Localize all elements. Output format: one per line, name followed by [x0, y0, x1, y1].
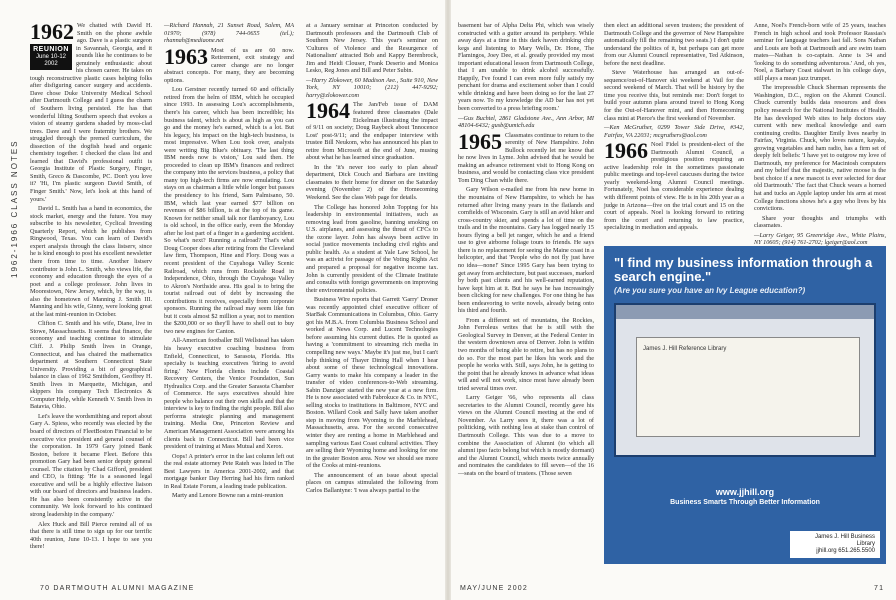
- ad-screen-titlebar: [616, 305, 874, 319]
- note-paragraph: at a January seminar at Princeton conducted by Dartmouth professors and the Dartmouth Club of Southern New Jersey. This year's seminar on 'Cultures of Violence and the Resurgence of Nationalism' attracted Bob and Kappy Berenbrock, Jim and Heidi Clouser, Frank Deserio and Monica Lesko, Reg Jones and Bill and Peter Subin.: [306, 22, 438, 75]
- column-1965-cont: [604, 22, 744, 272]
- note-paragraph: Share your thoughts and triumphs with classmates.: [754, 214, 886, 230]
- ad-library-name: James J. Hill Business Library: [814, 534, 875, 547]
- secretary-signoff: —Larry Geiger, 95 Greenridge Ave., White Plains, NY 10605; (914) 761-2702; lgeiger@aol.com: [754, 231, 886, 247]
- note-paragraph: then elect an additional seven trustees; the president of Dartmouth College and the governor of New Hampshire automatically fill the remaining two seats.) I don't quite understand the politics of it, but perhaps can get more from our Alumni Council representative, Ted Atkinson, before the next deadline.: [604, 22, 744, 67]
- class-notes-sidetab: [6, 18, 24, 578]
- note-paragraph: The Jan/Feb issue of DAM featured three classmates (Dale Eickelman illustrating the impact of 9/11 on society; Doug Raybeck about 'Innocence Lost' post-9/11; and the endpaper interview with trustee Bill Neukom, who has announced his plan to retire from Microsoft at the end of June, musing about what he has learned since graduation.: [306, 101, 438, 162]
- note-paragraph: Marty and Lenore Bowne ran a mini-reunion: [172, 492, 284, 500]
- reunion-word: REUNION: [33, 46, 69, 53]
- note-paragraph: basement bar of Alpha Delta Phi, which was wisely constructed with a gutter around its periphery. While away days at a time in this dark haven drinking chip kegs and listening to Mary Wells, Dr. Hone, The Flamingos, Joey Dee, et al. greatly provided my most important educational lesson from Dartmouth College, that I am unable to drink alcohol successfully. Happily, I've found I can even more fully satisfy my penchant for drama and excitement sober than I could while drinking and have been doing so for the last 27 years now. To my knowledge the AD bar has not yet been converted to a press briefing room.': [458, 22, 594, 113]
- ad-screen-illustration: [614, 303, 876, 457]
- note-paragraph: Larry Geiger '66, who represents all class secretaries to the Alumni Council, recently gave his views on the Alumni Council meeting at the end of November. As Larry sees it, there was a lot of politicking, with nothing less at stake than control of Dartmouth College. This was due to a move to combine the Association of Alumni (to which all alumni ipso facto belong but which is mostly dormant) and the Alumni Council, which meets twice annually and nominates the candidates to fill seven—of the 16—seats on the board of trustees. (Those seven: [458, 394, 594, 477]
- note-paragraph: Let's leave the wordsmithing and report about Gary A. Spiess, who recently was elected by the board of directors of FleetBoston Financial to be executive vice president and general counsel of the corporation. In 1979 Gary joined Bank Boston, before it became Fleet. Before this promotion Gary had been senior deputy general counsel. The citation by Chad Gifford, president and CEO, is fitting: 'He is a seasoned legal executive and will be a highly effective liaison with our board of directors and business leaders. He has also been consistently active in the community. We look forward to his continued strong leadership in the company.': [30, 412, 152, 518]
- right-footer-page: 71: [874, 585, 885, 592]
- note-paragraph: Classmates continue to return to the serenity of New Hampshire. John Bullock recently let me know that he now lives in Lyme. John advised that he would be making an advance retirement visit to Hong Kong on business, and would be contacting class vice president Tom Ding Chan while there.: [458, 131, 594, 184]
- ad-tagline: Business Smarts Through Better Information: [670, 499, 820, 506]
- column-1964: [306, 22, 438, 572]
- note-paragraph: Alex Huck and Bill Pierce remind all of us that there is still time to sign up for our terrific 40th reunion, June 10-13. I hope to see you there!: [30, 520, 152, 551]
- secretary-signoff: —Harry Zlokower, 60 Madison Ave., Suite 910, New York, NY 10010; (212) 447-9292; harry@zlokower.com: [306, 76, 438, 99]
- ad-headline: "I find my business information through a search engine.": [614, 255, 873, 284]
- jjhill-advertisement[interactable]: [604, 246, 886, 564]
- reunion-badge: [30, 44, 72, 70]
- ad-subhead: (Are you sure you have an Ivy League education?): [614, 286, 806, 295]
- note-paragraph: Lou Gerstner recently turned 60 and officially retired from the helm of IBM, which he occupied since 1993. In assessing Lou's accomplishments, there's his career, which has been incredible; his business talent, which is about as high as you can go and the money he's earned, which is a lot. But his legacy, his impact on the high-tech business, is most impressive. When Lou took over, analysts were writing Big Blue's obituary. 'The last thing IBM needs now is vision,' Lou said then. He proceeded to clean up IBM's finances and redirect the company into the services business, a policy that many top high-tech firms are now emulating. Lou stays on as chairman a little while longer but passes the presidency to his friend, Sam Palmisano, 50. IBM, which last year earned $77 billion on revenues of $86 billion, is at the top of its game. Known for neither small talk nor flamboyancy, Lou is old school, in the office early, even the Monday after he lost part of a finger in a gardening accident. So what's next? Running a railroad? That's what Doug Cooper does after retiring from the Cleveland law firm, Thompson, Hine and Flory. Doug was a recent president of the Cuyahoga Valley Scenic Railroad, which runs from Rockside Road in Independence, Ohio, through the Cuyahoga Valley to Akron's Northside area. His goal is to bring the tourist railroad out of debt by increasing the contributions it receives, especially from corporate sponsors. Running the railroad may seem like fun but it costs almost $2 million a year, not to mention the $200,000 or so they'll have to shell out to buy two new engines for Canton.: [164, 86, 294, 335]
- secretary-signoff: —Gus Buchtel, 2861 Gladstone Ave., Ann Arbor, MI 48104-6432; gusb@umich.edu: [458, 114, 594, 130]
- left-page: [0, 0, 446, 600]
- sidetab-label: 1962-1966 CLASS NOTES: [10, 139, 19, 278]
- note-paragraph: Business Wire reports that Garrett 'Garry' Droner was recently appointed chief executive officer of StarBak Communications in Columbus, Ohio. Garry got his M.B.A. from Columbia Business School and worked at News Corp. and Lucent Technologies before assuming his current duties. He is quoted as having a 'commitment to streaming rich media in compelling new ways.' Maybe it's just me, but I can't help thinking of Thayer Dining Hall when I hear about some of these technological innovations. Garry wants to make his company a leader in the transfer of video conferences-to-Web streaming. Sabin Danziger started the new year at a new firm. He is now associated with Fabrokuce & Co. in NYC, selling stocks to institutions in Baltimore, NYC and Boston. Willard Cook and Sally have taken another step in moving from Wyoming to the Marblehead, Massachusetts, area. For the second consecutive winter they are renting a home in Marblehead and sampling various East Coast cultural activities. They are selling their Wyoming home and looking for one in the greater Boston area. Now we should see more of the Cooks at mini-reunions.: [306, 296, 438, 470]
- class-year-1962: 1962: [30, 19, 74, 44]
- reunion-dates: June 10-12: [35, 54, 67, 60]
- note-paragraph: Gary Wilson e-mailed me from his new home in the mountains of New Hampshire, to which he has returned after living many years in the flatlands and cornfields of Wisconsin. Gary is still an avid hiker and cross-country skier, and spends a lot of time on the trails and in the mountains. Gary has logged nearly 15 hours flying a bell jet ranger, which he and a friend use to give airborne foliage tours to friends. He says there is no replacement for seeing the Maine coast in a helicopter, and that 'People who do not fly just have no idea—none!' Since 1995 Gary has been trying to get away from architecture, but past successes, marked by both past clients and his well-earned reputation, have kept him at it. But he says he has increasingly been clicking for new challenges. For one thing he has been endeavoring to write novels, already being onto his third and fourth.: [458, 186, 594, 315]
- reunion-year: 2002: [44, 61, 58, 67]
- column-1965: [458, 22, 594, 572]
- right-page: [450, 0, 896, 600]
- ad-url[interactable]: www.jjhill.org: [715, 487, 775, 497]
- note-paragraph: Most of us are 60 now. Retirement, exit strategy and career change are no longer abstract concepts. For many, they are becoming options.: [164, 46, 294, 84]
- column-1963: [164, 22, 294, 572]
- class-year-1966: 1966: [604, 138, 648, 164]
- note-paragraph: David L. Smith has a hand in economics, the stock market, energy and the future. You may subscribe to his newsletter, Cyclical Investing Quarterly Report, which he publishes from Ringwood, Texas. You can learn of David's expert analysis through the class listserv, since he is kind enough to post his excellent newsletter there from time to time. Another listserv contributor is John L. Smith, who views life, the economy and education through the eyes of a poet and a college professor. John lives in Moorestown, New Jersey, which, by the way, is also the hometown of Manning J. Smith III. Manning and his wife, Ginny, were looking great at the last mini-reunion in October.: [30, 205, 152, 318]
- ad-library-contact: jjhill.org 651.265.5500: [816, 548, 875, 554]
- note-paragraph: We chatted with David H. Smith on the phone awhile ago. Dave is a plastic surgeon in Savannah, Georgia, and it sounds like he continues to be genuinely enthusiastic about his chosen career. He takes on tough reconstructive plastic cases helping folks after disfiguring cancer surgery and accidents. Dave chose Duke University Medical School after Dartmouth College and I guess the charm of Southern living persisted. He has that wonderful lilting Southern speech that evokes a vision of steamy gardens shaded by moss-clad trees. Dave and I were fraternity brothers. We struggled through the premed curriculum, the dissection of the dogfish head and organic chemistry together. I checked the class list and learned that David's professional outfit is Georgia Institute of Plastic Surgery, Finger, Smith, Greco & Dascombe, PC. Don't you love it? 'Hi, I'm plastic surgeon David Smith, of Finger Smith.' Now, let's look at this hand of yours.': [30, 22, 152, 203]
- note-paragraph: Anne, Noel's French-born wife of 25 years, teaches French in high school and took Professor Rassias's seminar for language teachers last fall. Sons Nathan and Louis are both at Dartmouth and are swim team mates—Nathan is co-captain. Anne is 34 and 'looking to do something adventurous.' And, oh yes, Noel, a Barbary Coast stalwart in his college days, still plays a mean jazz trumpet.: [754, 22, 886, 82]
- class-year-1963: 1963: [164, 43, 208, 69]
- ad-screen-content: [636, 337, 860, 437]
- note-paragraph: Steve Waterhouse has arranged an out-of-sequence/out-of-Hanover ski weekend at Vail for the second weekend of March. That will be history by the time you receive this, but reminds me: Don't forget to build your autumn plans around travel to Hong Kong for the Out-of-Hanover mini, and then Homecoming class mini at Pierce's the first weekend of November.: [604, 69, 744, 122]
- note-paragraph: All-American footballer Bill Wellstead has taken his heavy executive coaching business from Enfield, Connecticut, to Sarasota, Florida. His specialty is teaching executives 'hiring to avoid firing.' New Florida clients include Coastal Recovery Centers, the Venice Foundation, Sun Hydraulics Corp. and the Greater Sarasota Chamber of Commerce. He says executives should hire people who balance out their own skills and that the interview is key to finding the right people. Bill also performs strategic planning and management training. Media One, Princeton Review and American Management Association were among his clients back in Connecticut. Bill had been vice president of training at Mass Mutual and Xerox.: [164, 337, 294, 451]
- secretary-signoff: —Richard Hannah, 21 Sunset Road, Salem, MA 01970; (978) 744-0655 (tel.); rhannah@mediaone.net: [164, 22, 294, 45]
- column-1962: [30, 19, 152, 572]
- left-footer: 70 DARTMOUTH ALUMNI MAGAZINE: [40, 585, 195, 592]
- ad-screen-text: James J. Hill Reference Library: [643, 346, 727, 352]
- ad-library-box: [790, 531, 880, 558]
- note-paragraph: From a different set of mountains, the Rockies, John Ferroleus writes that he is still with the Geological Survey in Denver, at the Federal Center in the western downtown area of Denver. John is within two months of being able to retire, but has no plans to do so. For the most part he likes his work and the people he works with. Still, says John, he is getting to the point that he already knows in advance what ideas will and will not work, since most have already been tried several times over.: [458, 316, 594, 392]
- note-paragraph: The College has honored John Topping for his leadership in environmental initiatives, such as removing lead from gasoline, banning smoking on U.S. airplanes, and assessing the threat of CFCs to the ozone layer. John has always been active in social justice movements including civil rights and public health. As a student at Yale Law School, he was an activist for passage of the Voting Rights Act and prepared a proposal for negative income tax. John is currently president of the Climate Institute and consults with foreign governments on improving their environmental policies.: [306, 203, 438, 294]
- class-year-1964: 1964: [306, 98, 350, 124]
- note-paragraph: Noel Fidel is president-elect of the Dartmouth Alumni Council, a prestigious position requiring an active leadership role in the sometimes passionate public meetings and top-level caucuses during the twice yearly weekend-long Alumni Council meetings. Fortunately, Noel has considerable experience dealing with different points of view. He is in his 20th year as a judge in Arizona—five on the trial court and 15 on the court of appeals. Noel is looking forward to retiring from the court and returning to law practice, specializing in mediation and appeals.: [604, 141, 744, 232]
- note-paragraph: The irrepressible Chuck Sherman represents the Washington, D.C., region on the Alumni Council. Chuck currently builds data resources and does policy research for the National Institutes of Health. He has developed Web sites to help doctors stay current with new medical knowledge and earn continuing credits. Daughter Emily lives nearby in Fairfax, Virginia. Chuck, who loves nature, kayaks, growing vegetables and ham radio, has a firm set of deeply felt beliefs: 'I have yet to outgrow my love of Dartmouth, my preference for Macintosh computers and my belief that the majestic, native moose is the best choice if a new mascot is ever selected for dear old Dartmouth.' The fact that Chuck wears a horned hat and tucks an Apple laptop under his arm at most College functions shows he's a guy who lives by his convictions.: [754, 84, 886, 213]
- note-paragraph: Clifton C. Smith and his wife, Diane, live in Stowe, Massachusetts. It seems that finance, the economy and teaching continue to stimulate Cliff. J. Philip Smith lives in Orange, Connecticut, and has chaired the mathematics department at Southern Connecticut State University. Providing a bit of geographical balance in class of 1962 Smithdom, Geoffrey H. Smith lives in Marquette, Michigan, and skippers his company Tech Electronics & Computer Help, while Kenneth V. Smith lives in Batavia, Ohio.: [30, 320, 152, 411]
- right-footer-issue: MAY/JUNE 2002: [460, 585, 528, 592]
- column-1966: [754, 22, 886, 247]
- class-year-1965: 1965: [458, 128, 502, 154]
- note-paragraph: In the 'it's never too early to plan ahead' department, Dick Couch and Barbara are inviting classmates to their home for dinner on the Saturday evening (November 2) of the Homecoming Weekend. See the class Web page for details.: [306, 163, 438, 202]
- note-paragraph: The announcement of an issue about special places on campus stimulated the following from Carlos Ballantyne: 'I was always partial to the: [306, 471, 438, 494]
- secretary-signoff: —Ken McGruther, 0299 Tower Side Drive, #342, Fairfax, VA 22031; mcgruthers@aol.com: [604, 124, 744, 139]
- note-paragraph: Oops! A printer's error in the last column left out the real estate attorney Pete Rateh was listed in The Best Lawyers in America 2001-2002, and that mortgage banker Day Herring had his firm ranked in Real Estate Forum, a leading trade publication.: [164, 452, 294, 490]
